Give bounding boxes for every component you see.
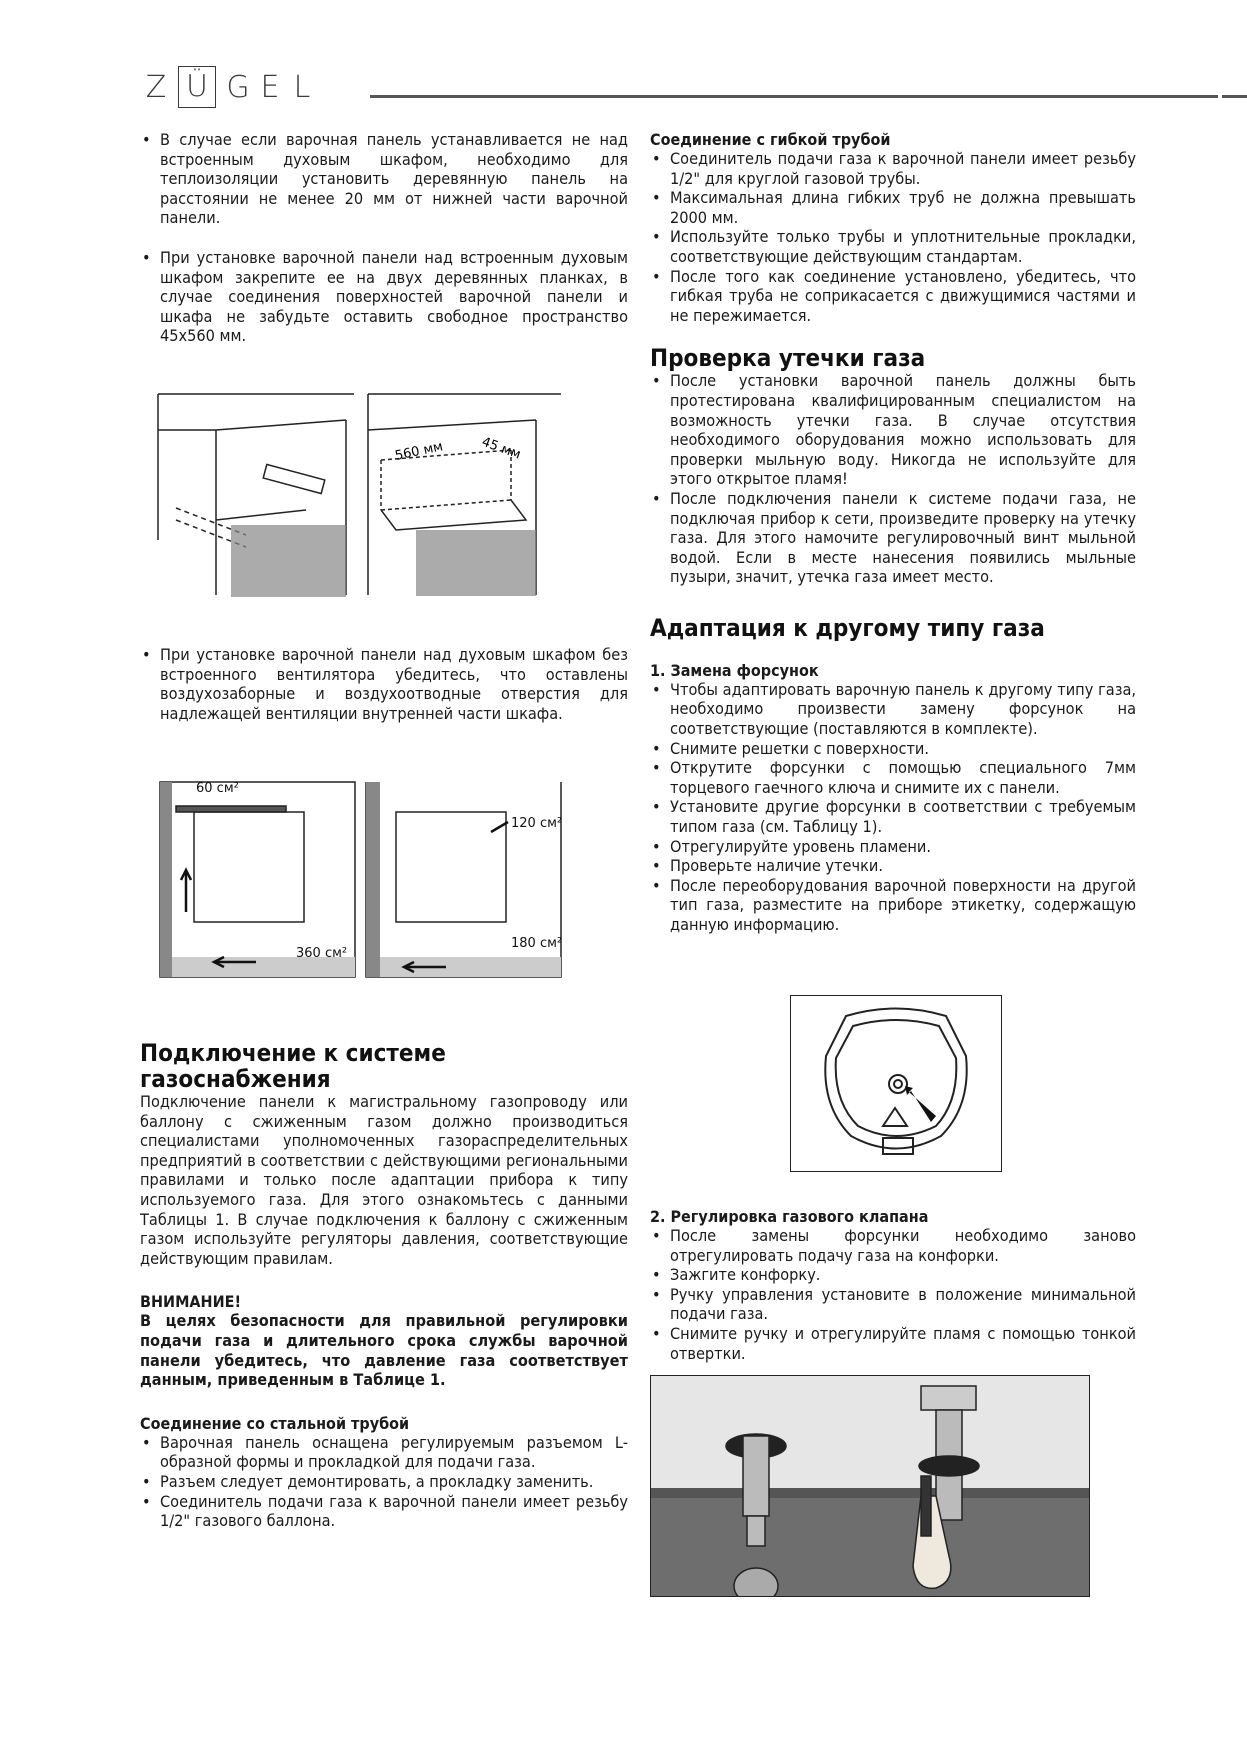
brand-letter: G (226, 69, 250, 105)
left-bullets-1 (140, 130, 628, 346)
valve-adjustment-section (650, 1207, 1136, 1363)
list-item: • Соединитель подачи газа к варочной панели имеет резьбу 1/2" для круглой газовой трубы. (650, 149, 1136, 188)
list-item: • Соединитель подачи газа к варочной панели имеет резьбу 1/2" газового баллона. (140, 1492, 628, 1531)
vent-label-bottom-left: 360 см² (296, 946, 348, 961)
nozzle-figure (790, 995, 1002, 1172)
list-item: • После установки варочной панель должны быть протестирована квалифицированным специалистом на возможность утечки газа. В случае отсутствия необходимого оборудования можно использовать для проверки мыльную воду. Никогда не используйте для этого открытое пламя! (650, 371, 1136, 489)
list-item: • Установите другие форсунки в соответствии с требуемым типом газа (см. Таблицу 1). (650, 797, 1136, 836)
section-text: Подключение панели к магистральному газопроводу или баллону с сжиженным газом должно производиться специалистами уполномоченных газораспределительных предприятий в соответствии с действующими региональными правилами и только после адаптации прибора к типу используемого газа. Для этого ознакомьтесь с данными Таблицы 1. В случае подключения к баллону с сжиженным газом используйте регуляторы давления, соответствующие действующим правилам. (140, 1092, 628, 1268)
list-item: • Используйте только трубы и уплотнительные прокладки, соответствующие действующим стандартам. (650, 227, 1136, 266)
vent-label-top-left: 60 см² (196, 781, 239, 796)
list-item: • Зажгите конфорку. (650, 1265, 1136, 1285)
steel-pipe-title: Соединение со стальной трубой (140, 1413, 410, 1433)
dimension-label-gap: 45 мм (479, 434, 523, 463)
brand-letter: Z (145, 69, 167, 105)
flex-pipe-title: Соединение с гибкой трубой (650, 130, 891, 149)
cabinet-installation-figure (156, 390, 566, 600)
brand-letter-boxed: Ü (178, 66, 216, 108)
gas-adaptation-title: Адаптация к другому типу газа (650, 613, 1045, 642)
brand-logo (140, 70, 318, 104)
valve-adjustment-title: 2. Регулировка газового клапана (650, 1207, 929, 1226)
list-item: • После замены форсунки необходимо заново отрегулировать подачу газа на конфорки. (650, 1226, 1136, 1265)
left-bullets-2 (140, 645, 628, 723)
list-item: • После того как соединение установлено, убедитесь, что гибкая труба не соприкасается с движущимися частями и не пережимается. (650, 267, 1136, 326)
right-column-top (650, 130, 1136, 935)
list-item: • Снимите ручку и отрегулируйте пламя с помощью тонкой отвертки. (650, 1324, 1136, 1363)
header-rule-end (1222, 95, 1247, 98)
vent-label-bottom-right: 180 см² (511, 936, 563, 951)
list-item: • Максимальная длина гибких труб не должна превышать 2000 мм. (650, 188, 1136, 227)
vent-label-top-right: 120 см² (511, 816, 563, 831)
warning-title: ВНИМАНИЕ! (140, 1292, 242, 1312)
section-title: Подключение к системе газоснабжения (140, 1039, 446, 1093)
ventilation-figure (156, 762, 566, 982)
list-item: • Открутите форсунки с помощью специального 7мм торцевого гаечного ключа и снимите их с панели. (650, 758, 1136, 797)
valve-adjustment-photo (650, 1375, 1090, 1597)
list-item: • Ручку управления установите в положение минимальной подачи газа. (650, 1285, 1136, 1324)
brand-letter: L (293, 69, 311, 105)
list-item: • В случае если варочная панель устанавливается не над встроенным духовым шкафом, необходимо для теплоизоляции установить деревянную панель на расстоянии не менее 20 мм от нижней части варочной панели. (140, 130, 628, 228)
list-item: • Отрегулируйте уровень пламени. (650, 837, 1136, 857)
warning-text: В целях безопасности для правильной регулировки подачи газа и длительного срока службы варочной панели убедитесь, что давление газа соответствует данным, приведенным в Таблице 1. (140, 1311, 628, 1390)
list-item: • Снимите решетки с поверхности. (650, 739, 1136, 759)
dimension-label-width: 560 мм (393, 439, 445, 464)
nozzle-replacement-title: 1. Замена форсунок (650, 660, 819, 680)
list-item: • После переоборудования варочной поверхности на другой тип газа, разместите на приборе этикетку, содержащую данную информацию. (650, 876, 1136, 935)
list-item: • Разъем следует демонтировать, а прокладку заменить. (140, 1472, 628, 1492)
leak-test-title: Проверка утечки газа (650, 344, 926, 373)
gas-connection-section (140, 1040, 628, 1531)
list-item: • После подключения панели к системе подачи газа, не подключая прибор к сети, произведите проверку на утечку газа. Для этого намочите регулировочный винт мыльной водой. Если в месте нанесения появились мыльные пузыри, значит, утечка газа имеет место. (650, 489, 1136, 587)
brand-letter: E (260, 69, 280, 105)
list-item: • Чтобы адаптировать варочную панель к другому типу газа, необходимо произвести замену форсунок на соответствующие (поставляются в комплекте). (650, 680, 1136, 739)
list-item: • При установке варочной панели над духовым шкафом без встроенного вентилятора убедитесь, что оставлены воздухозаборные и воздухоотводные отверстия для надлежащей вентиляции внутренней части шкафа. (140, 645, 628, 723)
list-item: • Варочная панель оснащена регулируемым разъемом L-образной формы и прокладкой для подачи газа. (140, 1433, 628, 1472)
header-rule (370, 95, 1218, 98)
list-item: • При установке варочной панели над встроенным духовым шкафом закрепите ее на двух деревянных планках, в случае соединения поверхностей варочной панели и шкафа не забудьте оставить свободное пространство 45х560 мм. (140, 248, 628, 346)
list-item: • Проверьте наличие утечки. (650, 856, 1136, 876)
